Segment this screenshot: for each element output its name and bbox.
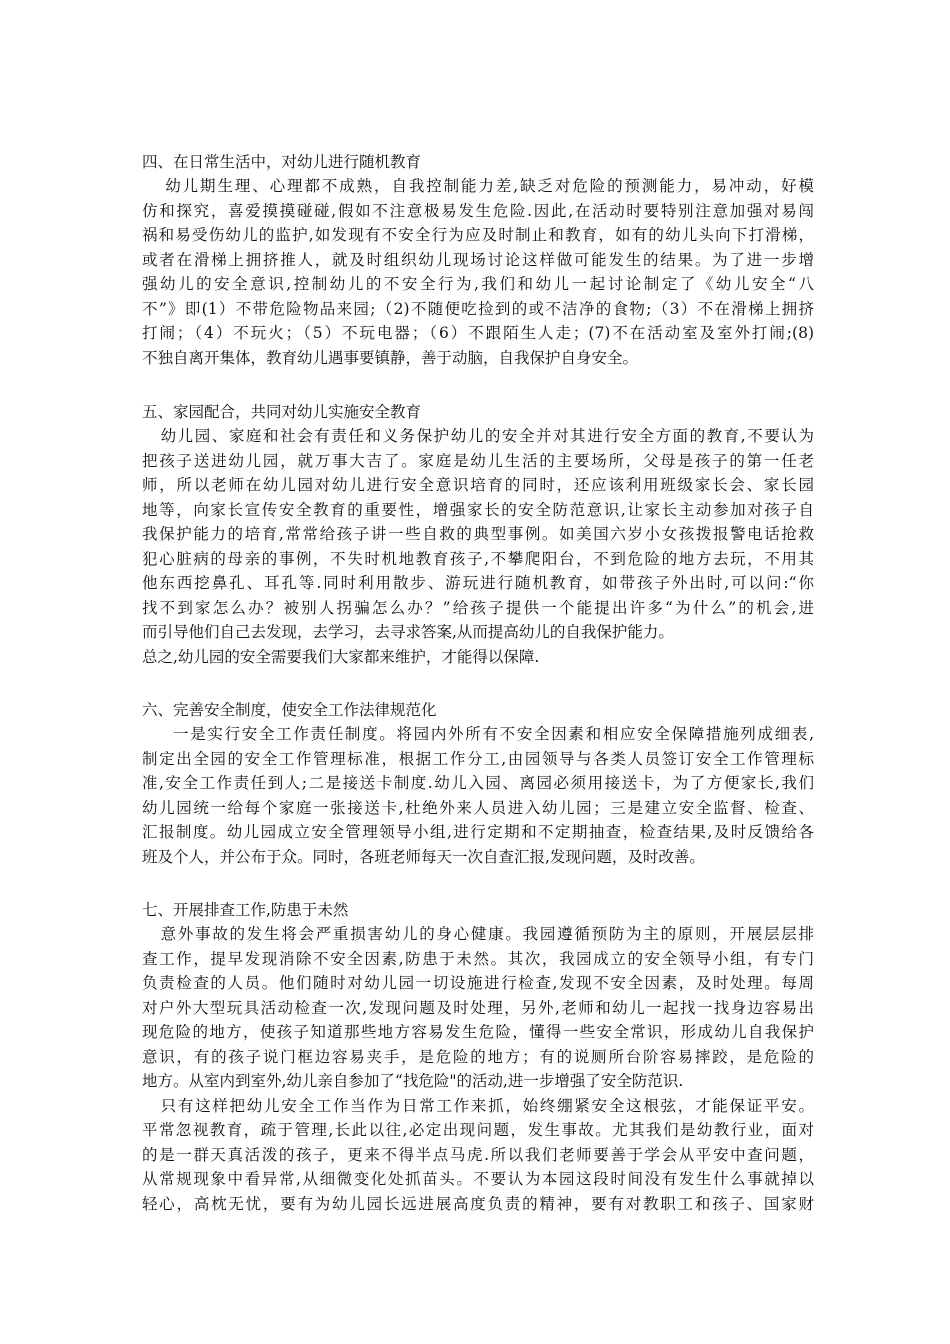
paragraph-line: 的是一群天真活泼的孩子，更来不得半点马虎.所以我们老师要善于学会从平安中查问题， [142, 1145, 814, 1164]
paragraph-line: 仿和探究，喜爱摸摸碰碰,假如不注意极易发生危险.因此,在活动时要特别注意加强对易闯 [142, 201, 814, 220]
paragraph-line: 我保护能力的培育,常常给孩子讲一些自救的典型事例。如美国六岁小女孩拨报警电话抢救 [142, 525, 814, 543]
paragraph-line: 地等，向家长宣传安全教育的重要性，增强家长的安全防范意识,让家长主动参加对孩子自 [142, 500, 814, 519]
paragraph-line: 祸和易受伤幼儿的监护,如发现有不安全行为应及时制止和教育，如有的幼儿头向下打滑梯， [142, 226, 814, 244]
paragraph-line: 只有这样把幼儿安全工作当作为日常工作来抓，始终绷紧安全这根弦，才能保证平安。 [160, 1096, 814, 1115]
section-5 [142, 400, 814, 669]
paragraph-line: 查工作，提早发现消除不安全因素,防患于未然。其次，我园成立的安全领导小组，有专门 [142, 949, 814, 968]
paragraph-line: 一是实行安全工作责任制度。将园内外所有不安全因素和相应安全保障措施列成细表, [173, 725, 814, 743]
paragraph-line: 找不到家怎么办？被别人拐骗怎么办？”给孩子提供一个能提出许多“为什么”的机会,进 [142, 598, 814, 617]
paragraph-line: 强幼儿的安全意识,控制幼儿的不安全行为,我们和幼儿一起讨论制定了《幼儿安全“八 [142, 275, 814, 293]
section-heading: 五、家园配合，共同对幼儿实施安全教育 [142, 403, 422, 421]
paragraph-line: 不”》即(1）不带危险物品来园;（2)不随便吃捡到的或不洁净的食物;（3）不在滑梯上拥挤 [142, 299, 814, 318]
paragraph-line: 或者在滑梯上拥挤推人，就及时组织幼儿现场讨论这样做可能发生的结果。为了进一步增 [142, 250, 814, 269]
paragraph-line: 打闹；（4）不玩火；（5）不玩电器；（6）不跟陌生人走；(7)不在活动室及室外打闹;(8) [142, 324, 814, 342]
section-4 [142, 150, 814, 370]
paragraph-line: 他东西挖鼻孔、耳孔等.同时利用散步、游玩进行随机教育，如带孩子外出时,可以问:“你 [142, 574, 814, 592]
paragraph-line: 对户外大型玩具活动检查一次,发现问题及时处理，另外,老师和幼儿一起找一找身边容易出 [142, 998, 814, 1017]
paragraph-line: 师，所以老师在幼儿园对幼儿进行安全意识培育的同时，还应该利用班级家长会、家长园 [142, 476, 814, 494]
section-heading: 六、完善安全制度，使安全工作法律规范化 [142, 701, 437, 719]
paragraph-line: 把孩子送进幼儿园，就万事大吉了。家庭是幼儿生活的主要场所，父母是孩子的第一任老 [142, 451, 814, 470]
paragraph-line: 负责检查的人员。他们随时对幼儿园一切设施进行检查,发现不安全因素，及时处理。每周 [142, 974, 814, 992]
paragraph-line: 班及个人，并公布于众。同时，各班老师每天一次自查汇报,发现问题，及时改善。 [142, 847, 705, 866]
paragraph-line: 轻心，高枕无忧，要有为幼儿园长远进展高度负责的精神，要有对教职工和孩子、国家财 [142, 1194, 814, 1213]
paragraph-line: 地方。从室内到室外,幼儿亲自参加了“找危险"的活动,进一步增强了安全防范识. [142, 1072, 684, 1090]
paragraph-line: 不独自离开集体，教育幼儿遇事要镇静，善于动脑，自我保护自身安全。 [142, 348, 639, 367]
paragraph-line: 意识，有的孩子说门框边容易夹手，是危险的地方；有的说厕所台阶容易摔跤，是危险的 [142, 1047, 814, 1066]
section-heading: 七、开展排查工作,防患于未然 [142, 901, 349, 919]
paragraph-line: 总之,幼儿园的安全需要我们大家都来维护，才能得以保障. [142, 647, 540, 666]
paragraph-line: 幼儿园统一给每个家庭一张接送卡,杜绝外来人员进入幼儿园；三是建立安全监督、检查、 [142, 798, 814, 817]
paragraph-line: 现危险的地方，使孩子知道那些地方容易发生危险，懂得一些安全常识，形成幼儿自我保护 [142, 1023, 814, 1041]
section-heading: 四、在日常生活中，对幼儿进行随机教育 [142, 153, 422, 171]
paragraph-line: 而引导他们自己去发现，去学习，去寻求答案,从而提高幼儿的自我保护能力。 [142, 623, 674, 641]
paragraph-line: 幼儿园、家庭和社会有责任和义务保护幼儿的安全并对其进行安全方面的教育,不要认为 [160, 427, 814, 445]
paragraph-line: 幼儿期生理、心理都不成熟，自我控制能力差,缺乏对危险的预测能力，易冲动，好模 [165, 177, 814, 195]
paragraph-line: 准,安全工作责任到人;二是接送卡制度.幼儿入园、离园必须用接送卡，为了方便家长,我们 [142, 774, 814, 792]
paragraph-line: 意外事故的发生将会严重损害幼儿的身心健康。我园遵循预防为主的原则，开展层层排 [160, 925, 814, 943]
paragraph-line: 平常忽视教育，疏于管理,长此以往,必定出现问题，发生事故。尤其我们是幼教行业，面对 [142, 1121, 814, 1139]
paragraph-line: 制定出全园的安全工作管理标准，根据工作分工,由园领导与各类人员签订安全工作管理标 [142, 749, 814, 768]
section-7 [142, 898, 814, 1216]
paragraph-line: 汇报制度。幼儿园成立安全管理领导小组,进行定期和不定期抽查，检查结果,及时反馈给各 [142, 823, 814, 841]
paragraph-line: 犯心脏病的母亲的事例，不失时机地教育孩子,不攀爬阳台，不到危险的地方去玩，不用其 [142, 549, 814, 568]
paragraph-line: 从常规现象中看异常,从细微变化处抓苗头。不要认为本园这段时间没有发生什么事就掉以 [142, 1170, 814, 1188]
section-6 [142, 698, 814, 869]
